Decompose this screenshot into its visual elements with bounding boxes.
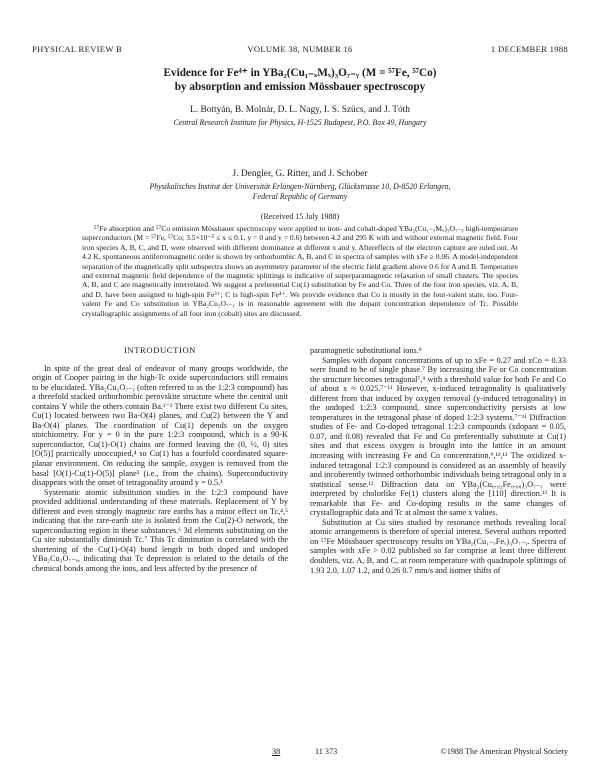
page-footer (32, 747, 568, 759)
paragraph: Substitution at Cu sites studied by resonance methods revealing local atomic arrangements is therefore of special interest. Several authors reported on ⁵⁷Fe Mössbauer spectroscopy results on YBa₂(Cu₁₋ₓFeₓ)₃O₇₋ᵧ. Spectra of samples with xFe > 0.02 published so far comprise at least three different doublets, viz. A, B, and C, at room temperature with quadrupole splittings of 1.93 2.0, 1.07 1.2, and 0.26 0.7 mm/s and isomer shifts of (310, 517, 566, 575)
affiliation-2 (40, 182, 560, 202)
volume-number: VOLUME 38, NUMBER 16 (247, 44, 353, 54)
affiliation-2-line-2: Federal Republic of Germany (252, 192, 348, 201)
paragraph: paramagnetic substitutional ions.⁸ (310, 346, 422, 355)
running-head (32, 44, 568, 56)
copyright: ©1988 The American Physical Society (440, 747, 568, 756)
right-column (310, 346, 566, 575)
author-list-2: J. Dengler, G. Ritter, and J. Schober (232, 169, 368, 179)
volume-label: 38 (272, 747, 281, 756)
page-number: 11 373 (315, 747, 338, 756)
author-list-1: L. Bottyán, B. Molnár, D. L. Nagy, I. S. Szücs, and J. Tóth (190, 105, 410, 115)
article-title (60, 67, 540, 94)
journal-name: PHYSICAL REVIEW B (32, 44, 123, 54)
section-heading: INTRODUCTION (123, 345, 197, 355)
abstract (82, 224, 518, 318)
abstract-text: ⁵⁷Fe absorption and ⁵⁷Co emission Mössbauer spectroscopy were applied to iron- and cobalt-doped YBa₂(Cu₁₋ₓMₓ)₃O₇₋ᵧ high-temperature superconductors (M = ⁵⁷Fe, ⁵⁷Co; 3.5×10⁻⁵ ≤ x ≤ 0.1, y = 0 and y = 0.6) between 4.2 and 295 K with and without external magnetic field. Four iron species A, B, C, and D, were observed with different dominance at different x and y. Aftereffects of the electron capture are ruled out. At 4.2 K, spontaneous antiferromagnetic order is shown by orthorhombic A, B, and C in spectra of samples with xFe ≥ 0.06. A model-independent separation of the magnetically split subspectra shows an asymmetry parameter of the electric field gradient above 0.6 for A and B. Temperature and external magnetic field dependence of the magnetic splittings is indicative of superparamagnetic relaxation of small clusters. The species A, B, and C are magnetically interrelated. We suggest a preferential Cu(1) substitution by Fe and Co. Three of the four iron species, viz. A, B, and D, have been assigned to high-spin Fe³⁺; C is high-spin Fe⁴⁺. We provide evidence that Co is mostly in the four-valent state, too. Four-valent Fe and Co substitution in YBa₂Cu₃O₇₋ᵧ is in reasonable agreement with the dopant concentration dependence of Tc. Possible crystallographic assignments of all four iron (cobalt) sites are discussed. (82, 224, 518, 318)
title-line-2: by absorption and emission Mössbauer spectroscopy (174, 80, 426, 93)
paragraph: In spite of the great deal of endeavor of many groups worldwide, the origin of Cooper pairing in the high-Tc oxide superconductors still remains to be elucidated. YBa₂Cu₃O₇₋ᵧ (often referred to as the 1:2:3 compound) has a threefold stacked orthorhombic perovskite structure where the central unit contains Y while the others contain Ba.¹⁻³ There exist two different Cu sites, Cu(1) located between two Ba-O(4) planes, and Cu(2) between the Y and Ba-O(4) planes. The coordination of Cu(1) depends on the oxygen stoichiometry. For y = 0 in the pure 1:2:3 compound, which is a 90-K superconductor, Cu(1)-O(1) chains are formed leaving the (0, ½, 0) sites [O(5)] practically unoccupied,⁴ so Cu(1) has a fourfold coordinated square-planar environment. On reducing the sample, oxygen is removed from the basal [O(1)-Cu(1)-O(5)] plane³ (i.e., from the chains). Superconductivity disappears with the onset of tetragonality around y = 0.5.¹ (32, 363, 288, 488)
paragraph: Samples with dopant concentrations of up to xFe = 0.27 and xCo = 0.33 were found to be of single phase.⁷ By increasing the Fe or Co concentration the structure becomes tetragonal⁷,⁹ with a threshold value for both Fe and Co of about x ≈ 0.025.⁷⁻¹¹ However, x-induced tetragonality is qualitatively different from that induced by oxygen removal (y-induced tetragonality) in the undoped 1:2:3 compound, since superconductivity persists at low temperatures in the tetragonal phase of doped 1:2:3 systems.⁷⁻¹¹ Diffraction studies of Fe- and Co-doped tetragonal 1:2:3 compounds (xdopant = 0.05, 0.07, and 0.08) revealed that Fe and Co preferentially substitute at Cu(1) sites and that excess oxygen is brought into the lattice in an amount increasing with increasing Fe and Co concentration.⁹,¹²,¹³ The oxidized x-induced tetragonal 1:2:3 compound is considered as an assembly of heavily and incoherently twinned orthorhombic individuals being tetragonal only in a statistical sense.¹² Diffraction data on YBa₂(Cu₀.₉₂Fe₀.₀₈)₃O₇₋ᵧ were interpreted by cholorlike Fe(1) clusters along the [110] direction.¹³ It is remarkable that Fe- and Co-doping results in the same changes of crystallographic data and Tc at almost the same x values. (310, 355, 566, 518)
left-column (32, 346, 288, 574)
affiliation-1: Central Research Institute for Physics, H-1525 Budapest, P.O. Box 49, Hungary (173, 118, 427, 127)
issue-date: 1 DECEMBER 1988 (490, 44, 568, 54)
paragraph: Systematic atomic substitution studies in the 1:2:3 compound have provided additional understanding of these materials. Replacement of Y by different and even strongly magnetic rare earths has a minor effect on Tc,⁴,⁵ indicating that the rare-earth site is isolated from the Cu(2)-O network, the superconducting region in these substances.⁶ 3d elements substituting on the Cu site substantially diminish Tc.⁷ This Tc diminution is correlated with the shortening of the Cu(1)-O(4) bond length in both doped and undoped YBa₂Cu₃O₇₋ᵧ, indicating that Tc depression is related to the details of the chemical bonds among the ions, and less affected by the presence of (32, 487, 288, 574)
title-line-1: Evidence for Fe⁴⁺ in YBa₂(Cu₁₋ₓMₓ)₃O₇₋ᵧ (M = ⁵⁷Fe, ⁵⁷Co) (163, 67, 437, 79)
affiliation-2-line-1: Physikalisches Institut der Universität Erlangen-Nürnberg, Glückstrasse 10, D-8520 Erlangen, (149, 182, 451, 191)
received-date: (Received 15 July 1988) (260, 212, 340, 221)
